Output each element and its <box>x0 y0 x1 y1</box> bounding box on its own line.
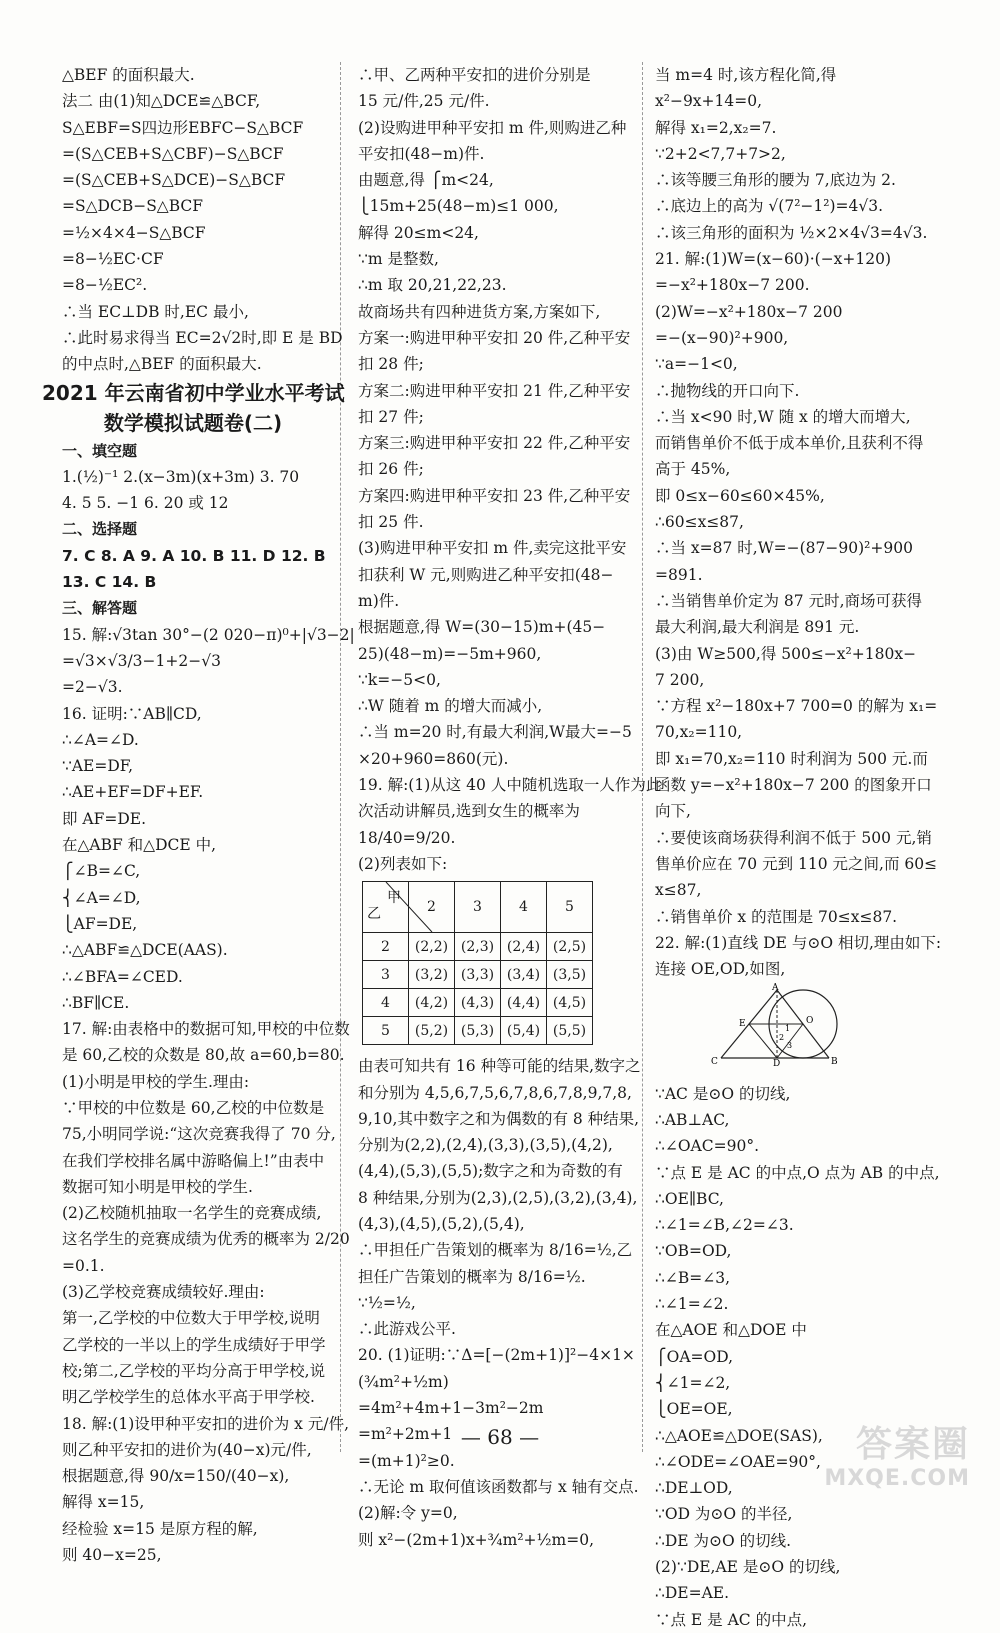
text-line: 方案三:购进甲种平安扣 22 件,乙种平安 <box>358 434 631 453</box>
text-line: (4,4),(5,3),(5,5);数字之和为奇数的有 <box>358 1162 623 1181</box>
text-line: ∴此时易求得当 EC=2√2时,即 E 是 BD <box>62 328 343 347</box>
text-line: 则乙种平安扣的进价为(40−x)元/件, <box>62 1440 312 1459</box>
text-line: =(S△CEB+S△CBF)−S△BCF <box>62 144 284 163</box>
geometry-figure <box>705 983 855 1070</box>
text-line: ⎩15m+25(48−m)≤1 000, <box>358 197 559 216</box>
text-line: 由题意,得 ⎧m<24, <box>358 171 494 190</box>
text-line: ⎧∠B=∠C, <box>62 862 141 881</box>
text-line: =4m²+4m+1−3m²−2m <box>358 1399 544 1418</box>
text-line: ⎨∠A=∠D, <box>62 888 141 907</box>
text-line: 当 m=4 时,该方程化简,得 <box>655 66 837 84</box>
text-line: =(m+1)²≥0. <box>358 1451 455 1470</box>
text-line: 70,x₂=110, <box>655 723 743 742</box>
text-line: (2)∵DE,AE 是⊙O 的切线, <box>655 1558 841 1577</box>
fig-angle-1: 1 <box>785 1024 791 1034</box>
text-line: ∵m 是整数, <box>358 250 439 269</box>
text-line: ∴DE 为⊙O 的切线. <box>655 1531 792 1550</box>
text-line: ∴AE+EF=DF+EF. <box>62 783 204 802</box>
text-line: 21. 解:(1)W=(x−60)·(−x+120) <box>655 250 892 269</box>
text-line: 明乙学校学生的总体水平高于甲学校. <box>62 1388 315 1407</box>
text-line: 解得 x₁=2,x₂=7. <box>655 118 777 137</box>
text-line: ∵½=½, <box>358 1293 416 1312</box>
text-line: 担任广告策划的概率为 8/16=½. <box>358 1267 586 1286</box>
text-line: 15. 解:√3tan 30°−(2 020−π)⁰+|√3−2| <box>62 625 355 644</box>
section-fill-in: 一、填空题 <box>62 441 138 460</box>
text-line: 向下, <box>655 802 691 821</box>
text-line: =−(x−90)²+900, <box>655 328 789 347</box>
text-line: =2−√3. <box>62 678 123 697</box>
text-line: (¾m²+½m) <box>358 1372 449 1391</box>
fig-angle-3: 3 <box>787 1041 793 1051</box>
text-line: 19. 解:(1)从这 40 人中随机选取一人作为此 <box>358 776 662 795</box>
table-cell: (5,4) <box>501 1017 547 1045</box>
text-line: (1)小明是甲校的学生.理由: <box>62 1072 250 1091</box>
text-line: 8 种结果,分别为(2,3),(2,5),(3,2),(3,4), <box>358 1188 638 1207</box>
text-line: ⎧OA=OD, <box>655 1347 734 1366</box>
table-cell: (3,2) <box>409 961 455 989</box>
text-line: ∴无论 m 取何值该函数都与 x 轴有交点. <box>358 1477 639 1496</box>
text-line: =8−½EC². <box>62 276 148 295</box>
text-line: =S△DCB−S△BCF <box>62 197 204 216</box>
text-line: (3)购进甲种平安扣 m 件,卖完这批平安 <box>358 539 627 558</box>
text-line: 扣 26 件; <box>358 460 424 479</box>
text-line: 7 200, <box>655 670 705 689</box>
table-cell: (5,3) <box>455 1017 501 1045</box>
text-line: (2)乙校随机抽取一名学生的竞赛成绩, <box>62 1204 322 1223</box>
table-col-header: 3 <box>455 882 501 933</box>
text-line: =√3×√3/3−1+2−√3 <box>62 651 221 670</box>
table-col-header: 2 <box>409 882 455 933</box>
table-row <box>363 961 593 989</box>
text-line: ⎨∠1=∠2, <box>655 1373 731 1392</box>
text-line: ∵方程 x²−180x+7 700=0 的解为 x₁= <box>655 697 938 716</box>
text-line: =−x²+180x−7 200. <box>655 276 810 295</box>
text-line: ×20+960=860(元). <box>358 749 509 768</box>
text-line: ∴∠BFA=∠CED. <box>62 967 183 986</box>
text-line: ∴BF∥CE. <box>62 993 130 1012</box>
table-row-header: 4 <box>363 989 409 1017</box>
text-line: 75,小明同学说:“这次竞赛我得了 70 分, <box>62 1125 336 1144</box>
text-line: 乙学校的一半以上的学生成绩好于甲学 <box>62 1335 326 1354</box>
text-line: 15 元/件,25 元/件. <box>358 92 490 111</box>
text-line: ∴W 随着 m 的增大而减小, <box>358 697 543 716</box>
text-line: ∴当 x=87 时,W=−(87−90)²+900 <box>655 539 913 558</box>
text-line: =8−½EC·CF <box>62 250 164 269</box>
text-line: 法二 由(1)知△DCE≌△BCF, <box>62 92 261 111</box>
page-number: — 68 — <box>460 1425 540 1449</box>
fig-label-b: B <box>831 1057 838 1068</box>
text-line: ∴m 取 20,21,22,23. <box>358 276 507 295</box>
text-line: 校;第二,乙学校的平均分高于甲学校,说 <box>62 1361 326 1380</box>
table-corner-cell <box>363 882 409 933</box>
text-line: 的中点时,△BEF 的面积最大. <box>62 355 262 374</box>
table-cell: (4,5) <box>547 989 593 1017</box>
text-line: 在△AOE 和△DOE 中 <box>655 1321 807 1340</box>
text-line: ∴抛物线的开口向下. <box>655 381 800 400</box>
text-line: ∴甲担任广告策划的概率为 8/16=½,乙 <box>358 1241 633 1260</box>
text-line: 数据可知小明是甲校的学生. <box>62 1177 253 1196</box>
text-line: 18/40=9/20. <box>358 828 456 847</box>
table-cell: (2,5) <box>547 933 593 961</box>
text-line: 经检验 x=15 是原方程的解, <box>62 1519 258 1538</box>
fig-label-d: D <box>773 1059 781 1070</box>
exam-subtitle: 数学模拟试题卷(二) <box>103 410 283 435</box>
text-line: 由表可知共有 16 种等可能的结果,数字之 <box>358 1057 641 1076</box>
column-2 <box>358 62 662 1553</box>
text-line: ∴该三角形的面积为 ½×2×4√3=4√3. <box>655 223 928 242</box>
text-line: 22. 解:(1)直线 DE 与⊙O 相切,理由如下: <box>655 933 942 952</box>
text-line: (2)列表如下: <box>358 854 448 873</box>
text-line: 和分别为 4,5,6,7,5,6,7,8,6,7,8,9,7,8, <box>358 1083 632 1102</box>
text-line: x≤87, <box>655 881 702 900</box>
table-cell: (2,2) <box>409 933 455 961</box>
text-line: (3)由 W≥500,得 500≤−x²+180x− <box>655 644 917 663</box>
col2-top-text <box>358 62 662 877</box>
text-line: ∵OB=OD, <box>655 1242 732 1261</box>
watermark-url: MXQE.COM <box>824 1466 970 1491</box>
text-line: ∵AE=DF, <box>62 757 134 776</box>
text-line: m)件. <box>358 591 400 610</box>
text-line: ∴∠A=∠D. <box>62 730 139 749</box>
text-line: ∴∠1=∠B,∠2=∠3. <box>655 1216 794 1235</box>
text-line: =½×4×4−S△BCF <box>62 223 206 242</box>
fill-answers-1: 1.(½)⁻¹ 2.(x−3m)(x+3m) 3. 70 <box>62 467 300 486</box>
table-row <box>363 989 593 1017</box>
text-line: ∵a=−1<0, <box>655 355 738 374</box>
column-3 <box>655 62 945 1633</box>
text-line: ∵OD 为⊙O 的半径, <box>655 1505 793 1524</box>
text-line: 平安扣(48−m)件. <box>358 144 485 163</box>
section-choice: 二、选择题 <box>62 520 138 539</box>
fig-label-c: C <box>711 1057 718 1068</box>
text-line: ∴AB⊥AC, <box>655 1110 730 1129</box>
table-row <box>363 933 593 961</box>
text-line: 即 0≤x−60≤60×45%, <box>655 486 825 505</box>
choice-answers-2: 13. C 14. B <box>62 573 157 592</box>
column-1 <box>42 62 355 1568</box>
text-line: ∴△AOE≌△DOE(SAS), <box>655 1426 823 1445</box>
text-line: 是 60,乙校的众数是 80,故 a=60,b=80. <box>62 1046 345 1065</box>
text-line: ∴∠B=∠3, <box>655 1268 731 1287</box>
col1-top-text <box>62 62 343 378</box>
text-line: ∵2+2<7,7+7>2, <box>655 144 786 163</box>
fig-label-a: A <box>772 983 779 994</box>
text-line: (2)解:令 y=0, <box>358 1504 458 1523</box>
text-line: (2)设购进甲种平安扣 m 件,则购进乙种 <box>358 118 627 137</box>
text-line: ∴OE∥BC, <box>655 1189 724 1208</box>
table-cell: (4,4) <box>501 989 547 1017</box>
text-line: 故商场共有四种进货方案,方案如下, <box>358 302 601 321</box>
text-line: ∴△ABF≌△DCE(AAS). <box>62 941 228 960</box>
text-line: ∴DE=AE. <box>655 1584 730 1603</box>
col3-bottom-text <box>655 1081 945 1633</box>
text-line: 扣 25 件. <box>358 513 424 532</box>
text-line: =891. <box>655 565 703 584</box>
table-col-header: 5 <box>547 882 593 933</box>
text-line: 25)(48−m)=−5m+960, <box>358 644 542 663</box>
corner-label-top: 甲 <box>387 890 401 907</box>
text-line: 9,10,其中数字之和为偶数的有 8 种结果, <box>358 1109 640 1128</box>
text-line: ∴销售单价 x 的范围是 70≤x≤87. <box>655 907 898 926</box>
text-line: 18. 解:(1)设甲种平安扣的进价为 x 元/件, <box>62 1414 350 1433</box>
text-line: ∵AC 是⊙O 的切线, <box>655 1084 791 1103</box>
text-line: ∴60≤x≤87, <box>655 513 744 532</box>
text-line: =m²+2m+1 <box>358 1425 453 1444</box>
text-line: ∴DE⊥OD, <box>655 1479 733 1498</box>
text-line: 20. (1)证明:∵Δ=[−(2m+1)]²−4×1× <box>358 1346 635 1365</box>
text-line: △BEF 的面积最大. <box>62 66 195 84</box>
text-line: 16. 证明:∵AB∥CD, <box>62 704 202 723</box>
table-cell: (2,3) <box>455 933 501 961</box>
text-line: ∵k=−5<0, <box>358 670 441 689</box>
table-cell: (3,3) <box>455 961 501 989</box>
corner-label-bottom: 乙 <box>367 905 381 922</box>
text-line: 高于 45%, <box>655 460 731 479</box>
table-cell: (4,3) <box>455 989 501 1017</box>
text-line: ∵点 E 是 AC 的中点, <box>655 1610 808 1629</box>
text-line: 售单价应在 70 元到 110 元之间,而 60≤ <box>655 854 938 873</box>
text-line: ∴当 x<90 时,W 随 x 的增大而增大, <box>655 407 911 426</box>
text-line: 最大利润,最大利润是 891 元. <box>655 618 860 637</box>
text-line: ∴当销售单价定为 87 元时,商场可获得 <box>655 591 923 610</box>
text-line: ∵点 E 是 AC 的中点,O 点为 AB 的中点, <box>655 1163 940 1182</box>
text-line: =0.1. <box>62 1256 105 1275</box>
text-line: 即 AF=DE. <box>62 809 147 828</box>
text-line: 方案二:购进甲种平安扣 21 件,乙种平安 <box>358 381 631 400</box>
text-line: ∴此游戏公平. <box>358 1320 456 1339</box>
text-line: 方案一:购进甲种平安扣 20 件,乙种平安 <box>358 328 631 347</box>
table-row-header: 3 <box>363 961 409 989</box>
text-line: ∵甲校的中位数是 60,乙校的中位数是 <box>62 1098 325 1117</box>
text-line: S△EBF=S四边形EBFC−S△BCF <box>62 118 304 137</box>
text-line: 这名学生的竞赛成绩为优秀的概率为 2/20 <box>62 1230 350 1249</box>
fig-label-o: O <box>806 1016 814 1027</box>
fig-angle-2: 2 <box>779 1033 785 1043</box>
text-line: x²−9x+14=0, <box>655 92 763 111</box>
table-cell: (5,2) <box>409 1017 455 1045</box>
table-cell: (5,5) <box>547 1017 593 1045</box>
watermark-text: 答案圈 <box>855 1424 970 1465</box>
text-line: 根据题意,得 W=(30−15)m+(45− <box>358 618 606 637</box>
section-solutions: 三、解答题 <box>62 599 138 618</box>
text-line: 连接 OE,OD,如图, <box>655 960 786 979</box>
text-line: 在△ABF 和△DCE 中, <box>62 836 217 855</box>
text-line: (3)乙学校竞赛成绩较好.理由: <box>62 1283 265 1302</box>
text-line: 而销售单价不低于成本单价,且获利不得 <box>655 434 924 453</box>
text-line: (2)W=−x²+180x−7 200 <box>655 302 843 321</box>
col2-bottom-text <box>358 1053 641 1553</box>
text-line: ⎩AF=DE, <box>62 914 138 933</box>
text-line: 分别为(2,2),(2,4),(3,3),(3,5),(4,2), <box>358 1136 613 1155</box>
exam-title: 2021 年云南省初中学业水平考试 <box>42 380 345 405</box>
choice-answers-1: 7. C 8. A 9. A 10. B 11. D 12. B <box>62 546 326 565</box>
text-line: ∴∠1=∠2. <box>655 1295 729 1314</box>
text-line: 解得 20≤m<24, <box>358 223 479 242</box>
text-line: 扣 28 件; <box>358 355 424 374</box>
text-line: (4,3),(4,5),(5,2),(5,4), <box>358 1214 525 1233</box>
fig-label-e: E <box>739 1019 746 1030</box>
text-line: 第一,乙学校的中位数大于甲学校,说明 <box>62 1309 320 1328</box>
text-line: 17. 解:由表格中的数据可知,甲校的中位数 <box>62 1020 350 1039</box>
col3-top-text <box>655 62 945 982</box>
column-divider-2 <box>642 62 643 1452</box>
text-line: ∴底边上的高为 √(7²−1²)=4√3. <box>655 197 884 216</box>
text-line: ∴当 EC⊥DB 时,EC 最小, <box>62 302 249 321</box>
text-line: ∴∠ODE=∠OAE=90°, <box>655 1452 821 1471</box>
text-line: =(S△CEB+S△DCE)−S△BCF <box>62 171 286 190</box>
table-row-header: 2 <box>363 933 409 961</box>
text-line: ∴甲、乙两种平安扣的进价分别是 <box>358 66 591 84</box>
text-line: 扣 27 件; <box>358 407 424 426</box>
text-line: ⎩OE=OE, <box>655 1400 733 1419</box>
text-line: 扣获利 W 元,则购进乙种平安扣(48− <box>358 565 614 584</box>
text-line: 即 x₁=70,x₂=110 时利润为 500 元.而 <box>655 749 928 768</box>
text-line: ∴∠OAC=90°. <box>655 1137 759 1156</box>
text-line: 方案四:购进甲种平安扣 23 件,乙种平安 <box>358 486 631 505</box>
table-cell: (3,4) <box>501 961 547 989</box>
text-line: ∴当 m=20 时,有最大利润,W最大=−5 <box>358 723 632 742</box>
text-line: ∴该等腰三角形的腰为 7,底边为 2. <box>655 171 896 190</box>
table-col-header: 4 <box>501 882 547 933</box>
outcome-table <box>362 881 593 1045</box>
table-cell: (4,2) <box>409 989 455 1017</box>
text-line: 函数 y=−x²+180x−7 200 的图象开口 <box>655 776 932 795</box>
text-line: 则 x²−(2m+1)x+¾m²+½m=0, <box>358 1530 595 1549</box>
text-line: 根据题意,得 90/x=150/(40−x), <box>62 1467 290 1486</box>
watermark-logo <box>824 1424 970 1496</box>
text-line: 则 40−x=25, <box>62 1546 162 1565</box>
table-cell: (2,4) <box>501 933 547 961</box>
text-line: ∴要使该商场获得利润不低于 500 元,销 <box>655 828 932 847</box>
text-line: 在我们学校排名属中游略偏上!”由表中 <box>62 1151 325 1170</box>
table-row-header: 5 <box>363 1017 409 1045</box>
table-cell: (3,5) <box>547 961 593 989</box>
text-line: 解得 x=15, <box>62 1493 145 1512</box>
text-line: 次活动讲解员,选到女生的概率为 <box>358 802 580 821</box>
table-row <box>363 1017 593 1045</box>
fill-answers-2: 4. 5 5. −1 6. 20 或 12 <box>62 494 229 513</box>
